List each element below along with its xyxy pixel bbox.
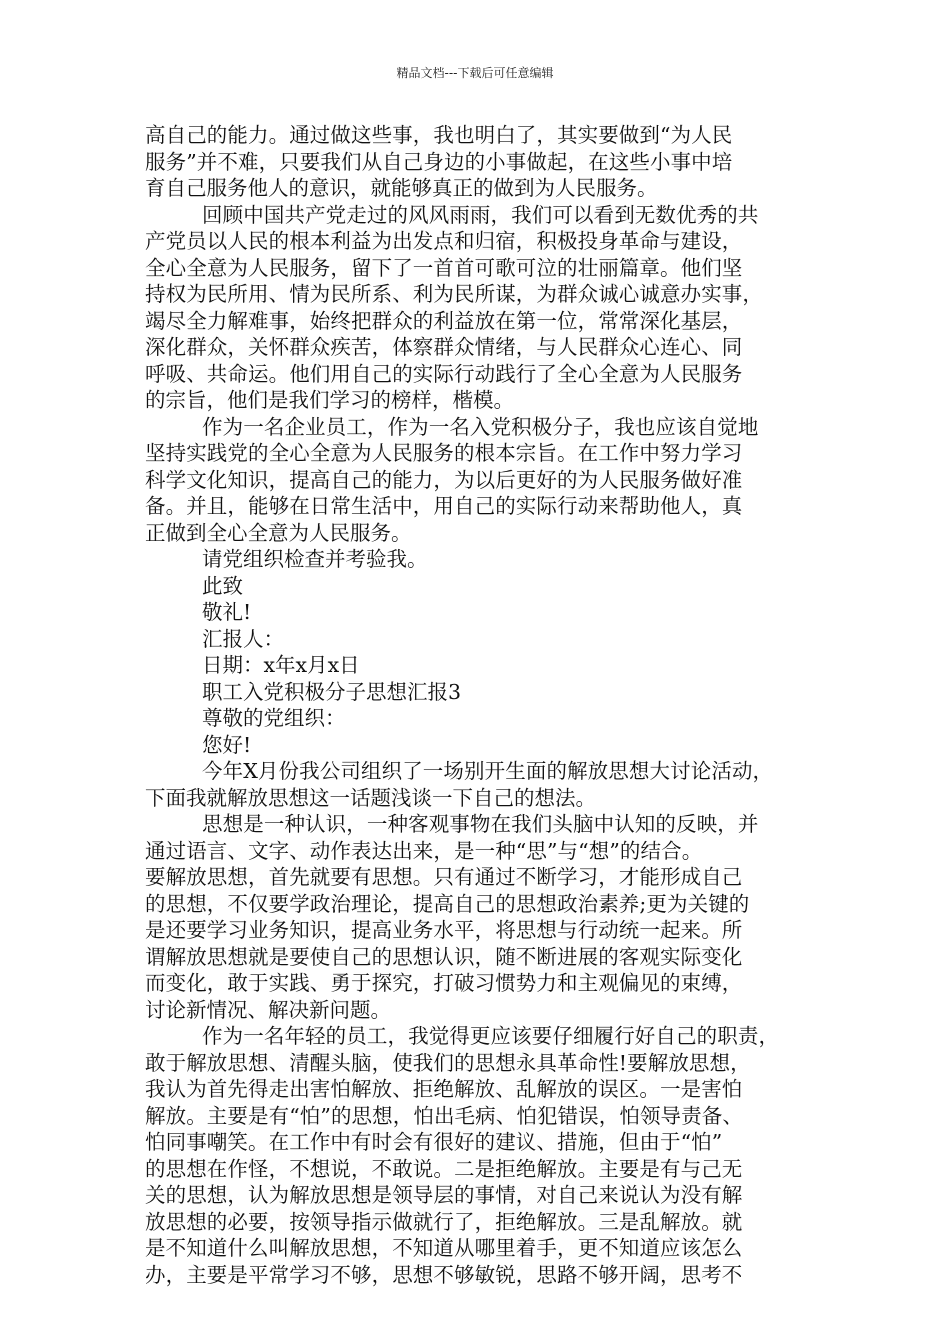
text-line: 思想是一种认识，一种客观事物在我们头脑中认知的反映，并	[202, 812, 759, 836]
text-line: 尊敬的党组织：	[202, 706, 346, 730]
text-line: 怕同事嘲笑。在工作中有时会有很好的建议、措施，但由于“怕”	[145, 1130, 723, 1154]
text-line: 此致	[202, 573, 243, 598]
text-line: 的思想在作怪，不想说，不敢说。二是拒绝解放。主要是有与己无	[145, 1156, 743, 1181]
text-line: 敢于解放思想、清醒头脑，使我们的思想永具革命性!要解放思想，	[145, 1050, 751, 1075]
text-line: 呼吸、共命运。他们用自己的实际行动践行了全心全意为人民服务	[145, 361, 743, 386]
text-line: 科学文化知识，提高自己的能力，为以后更好的为人民服务做好准	[145, 467, 743, 492]
text-line: 的宗旨，他们是我们学习的榜样，楷模。	[145, 388, 514, 412]
text-line: 下面我就解放思想这一话题浅谈一下自己的想法。	[145, 785, 596, 810]
text-line: 办，主要是平常学习不够，思想不够敏锐，思路不够开阔，思考不	[145, 1262, 743, 1287]
page-header: 精品文档---下载后可任意编辑	[396, 66, 554, 80]
text-line: 敬礼!	[202, 600, 252, 624]
text-line: 放思想的必要，按领导指示做就行了，拒绝解放。三是乱解放。就	[145, 1209, 743, 1234]
text-line: 职工入党积极分子思想汇报3	[202, 679, 462, 704]
text-line: 通过语言、文字、动作表达出来，是一种“思”与“想”的结合。	[145, 838, 703, 863]
text-line: 今年X月份我公司组织了一场别开生面的解放思想大讨论活动，	[202, 759, 774, 783]
document-body	[145, 122, 810, 1288]
text-line: 竭尽全力解难事，始终把群众的利益放在第一位，常常深化基层，	[145, 308, 743, 333]
text-line: 关的思想，认为解放思想是领导层的事情，对自己来说认为没有解	[145, 1183, 743, 1207]
text-line: 要解放思想，首先就要有思想。只有通过不断学习，才能形成自己	[145, 865, 743, 889]
text-line: 解放。主要是有“怕”的思想，怕出毛病、怕犯错误，怕领导责备、	[145, 1103, 743, 1128]
text-line: 作为一名年轻的员工，我觉得更应该要仔细履行好自己的职责，	[202, 1024, 780, 1048]
text-line: 全心全意为人民服务，留下了一首首可歌可泣的壮丽篇章。他们坚	[145, 255, 743, 280]
text-line: 请党组织检查并考验我。	[202, 547, 428, 571]
text-line: 的思想，不仅要学政治理论，提高自己的思想政治素养;更为关键的	[145, 891, 750, 916]
text-line: 而变化，敢于实践、勇于探究，打破习惯势力和主观偏见的束缚，	[145, 971, 743, 995]
text-line: 持权为民所用、情为民所系、利为民所谋，为群众诚心诚意办实事，	[145, 282, 763, 306]
text-line: 汇报人：	[202, 626, 284, 651]
text-line: 产党员以人民的根本利益为出发点和归宿，积极投身革命与建设，	[145, 229, 743, 253]
text-line: 是还要学习业务知识，提高业务水平，将思想与行动统一起来。所	[145, 918, 743, 942]
text-line: 作为一名企业员工，作为一名入党积极分子，我也应该自觉地	[202, 414, 759, 439]
text-line: 深化群众，关怀群众疾苦，体察群众情绪，与人民群众心连心、同	[145, 335, 743, 359]
text-line: 是不知道什么叫解放思想，不知道从哪里着手，更不知道应该怎么	[145, 1236, 743, 1260]
text-line: 谓解放思想就是要使自己的思想认识，随不断进展的客观实际变化	[145, 944, 743, 969]
text-line: 回顾中国共产党走过的风风雨雨，我们可以看到无数优秀的共	[202, 202, 759, 227]
text-line: 您好!	[202, 732, 252, 757]
text-line: 讨论新情况、解决新问题。	[145, 997, 391, 1022]
text-line: 高自己的能力。通过做这些事，我也明白了，其实要做到“为人民	[145, 123, 733, 147]
text-line: 正做到全心全意为人民服务。	[145, 520, 412, 545]
text-line: 育自己服务他人的意识，就能够真正的做到为人民服务。	[145, 176, 658, 200]
text-line: 我认为首先得走出害怕解放、拒绝解放、乱解放的误区。一是害怕	[145, 1077, 743, 1101]
text-line: 服务”并不难，只要我们从自己身边的小事做起，在这些小事中培	[145, 149, 733, 174]
text-line: 坚持实践党的全心全意为人民服务的根本宗旨。在工作中努力学习	[145, 441, 743, 465]
text-line: 备。并且，能够在日常生活中，用自己的实际行动来帮助他人，真	[145, 494, 743, 518]
text-line: 日期：x年x月x日	[202, 653, 360, 677]
